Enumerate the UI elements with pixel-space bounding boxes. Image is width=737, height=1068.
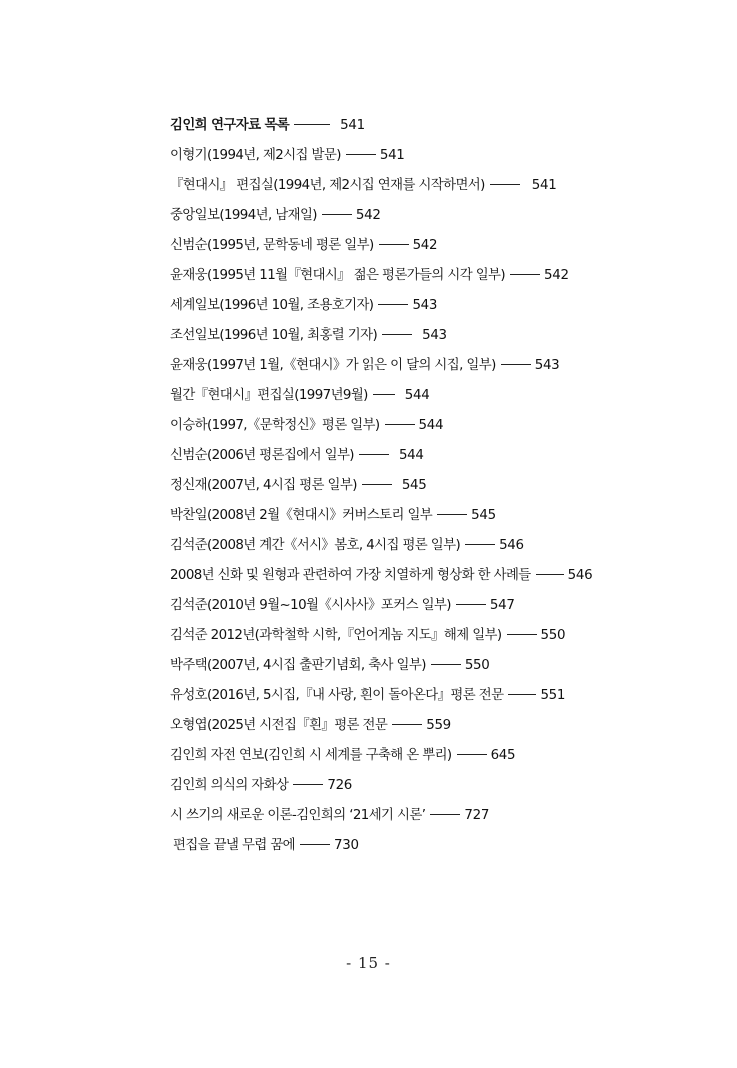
toc-page-number: 645 <box>490 748 516 763</box>
toc-page-number: 559 <box>426 718 451 733</box>
toc-entry-title: 김석준(2010년 9월~10월《시사사》포커스 일부) <box>170 598 451 613</box>
toc-page-number: 542 <box>544 268 569 283</box>
toc-page-number: 541 <box>379 148 405 163</box>
leader-line <box>490 184 520 185</box>
toc-entry-title: 이형기(1994년, 제2시집 발문) <box>170 148 341 163</box>
toc-page-number: 545 <box>471 508 496 523</box>
toc-entry <box>170 563 630 593</box>
toc-entry <box>170 713 630 743</box>
toc-entry-title: 월간『현대시』편집실(1997년9월) <box>170 388 368 403</box>
toc-entry-title: 이승하(1997,《문학정신》평론 일부) <box>170 418 380 433</box>
leader-line <box>382 334 412 335</box>
toc-entry-title: 정신재(2007년, 4시집 평론 일부) <box>170 478 357 493</box>
toc-page-number: 544 <box>404 388 430 403</box>
toc-entry-title: 김인희 의식의 자화상 <box>170 778 289 793</box>
toc-page-number: 541 <box>340 118 365 133</box>
toc-entry <box>170 683 630 713</box>
toc-page-number: 550 <box>540 628 566 643</box>
toc-page-number: 730 <box>334 838 359 853</box>
toc-heading-row <box>170 113 630 143</box>
leader-line <box>510 274 540 275</box>
toc-entry <box>170 203 630 233</box>
toc-entry <box>170 233 630 263</box>
toc-entry-title: 박찬일(2008년 2월《현대시》커버스토리 일부 <box>170 508 433 523</box>
leader-line <box>457 754 487 755</box>
toc-entry-title: 김석준(2008년 계간《서시》봄호, 4시집 평론 일부) <box>170 538 461 553</box>
toc-entry <box>170 533 630 563</box>
leader-line <box>536 574 564 575</box>
toc-entry <box>170 443 630 473</box>
toc-entry <box>170 653 630 683</box>
toc-entry <box>170 473 630 503</box>
toc-page-number: 541 <box>531 178 557 193</box>
toc-page-number: 547 <box>489 598 515 613</box>
toc-entry <box>170 293 630 323</box>
toc-page-number: 544 <box>398 448 424 463</box>
toc-heading-title: 김인희 연구자료 목록 <box>170 118 290 133</box>
toc-entry-title: 윤재웅(1997년 1월,《현대시》가 읽은 이 달의 시집, 일부) <box>170 358 496 373</box>
toc-entry <box>170 623 630 653</box>
toc-page-number: 726 <box>327 778 353 793</box>
toc-entry <box>170 803 630 833</box>
toc-entry <box>170 773 630 803</box>
toc-entry <box>170 833 630 863</box>
page-number-footer: - 15 - <box>346 954 391 972</box>
toc-page-number: 542 <box>355 208 381 223</box>
toc-page-number: 727 <box>464 808 490 823</box>
toc-entry <box>170 503 630 533</box>
leader-line <box>294 124 330 125</box>
leader-line <box>431 664 461 665</box>
toc-entry-title: 시 쓰기의 새로운 이론-김인희의 ‘21세기 시론’ <box>170 808 426 823</box>
toc-page-number: 543 <box>422 328 447 343</box>
toc-entry-title: 조선일보(1996년 10월, 최홍렬 기자) <box>170 328 378 343</box>
toc-page-number: 545 <box>401 478 427 493</box>
toc-page-number: 551 <box>540 688 566 703</box>
leader-line <box>300 844 330 845</box>
toc-entry <box>170 353 630 383</box>
toc-entry-title: 유성호(2016년, 5시집,『내 사랑, 흰이 돌아온다』평론 전문 <box>170 688 504 703</box>
leader-line <box>430 814 460 815</box>
leader-line <box>359 454 389 455</box>
leader-line <box>508 694 536 695</box>
table-of-contents <box>170 113 630 863</box>
toc-entry-title: 김석준 2012년(과학철학 시학,『언어게놈 지도』해제 일부) <box>170 628 502 643</box>
toc-page-number: 542 <box>412 238 438 253</box>
toc-page-number: 543 <box>534 358 560 373</box>
toc-entry <box>170 593 630 623</box>
leader-line <box>456 604 486 605</box>
toc-entry-title: 중앙일보(1994년, 남재일) <box>170 208 317 223</box>
leader-line <box>379 244 409 245</box>
leader-line <box>378 304 408 305</box>
leader-line <box>322 214 352 215</box>
leader-line <box>437 514 467 515</box>
toc-entry-title: 박주택(2007년, 4시집 출판기념회, 축사 일부) <box>170 658 426 673</box>
leader-line <box>392 724 422 725</box>
toc-entry <box>170 413 630 443</box>
leader-line <box>385 424 415 425</box>
toc-page-number: 543 <box>412 298 438 313</box>
toc-entry-title: 세계일보(1996년 10월, 조용호기자) <box>170 298 374 313</box>
toc-entry-title: 오형엽(2025년 시전집『흰』평론 전문 <box>170 718 388 733</box>
toc-entry <box>170 383 630 413</box>
toc-entry-title: 신범순(2006년 평론집에서 일부) <box>170 448 354 463</box>
toc-entry <box>170 263 630 293</box>
leader-line <box>293 784 323 785</box>
leader-line <box>362 484 392 485</box>
toc-entry-title: 김인희 자전 연보(김인희 시 세계를 구축해 온 뿌리) <box>170 748 452 763</box>
toc-page-number: 544 <box>418 418 444 433</box>
toc-entry <box>170 173 630 203</box>
toc-page-number: 546 <box>567 568 593 583</box>
toc-entry <box>170 143 630 173</box>
toc-page-number: 546 <box>499 538 524 553</box>
toc-entry <box>170 323 630 353</box>
leader-line <box>501 364 531 365</box>
leader-line <box>346 154 376 155</box>
toc-entry-title: 『현대시』 편집실(1994년, 제2시집 연재를 시작하면서) <box>170 178 485 193</box>
toc-entry-title: 편집을 끝낼 무렵 꿈에 <box>173 838 295 853</box>
leader-line <box>373 394 395 395</box>
toc-page-number: 550 <box>464 658 490 673</box>
toc-entry-title: 신범순(1995년, 문학동네 평론 일부) <box>170 238 374 253</box>
leader-line <box>465 544 495 545</box>
toc-entry-title: 2008년 신화 및 원형과 관련하여 가장 치열하게 형상화 한 사례들 <box>170 568 531 583</box>
leader-line <box>507 634 537 635</box>
toc-entry <box>170 743 630 773</box>
toc-entry-title: 윤재웅(1995년 11월『현대시』 젊은 평론가들의 시각 일부) <box>170 268 505 283</box>
